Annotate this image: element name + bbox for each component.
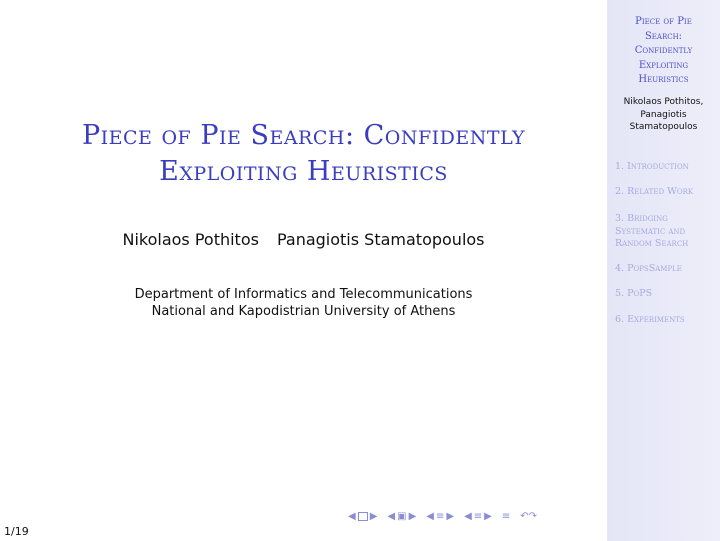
- sidebar-item-popssample[interactable]: [615, 263, 719, 276]
- section-left-icon[interactable]: ◀: [464, 510, 472, 522]
- sidebar-title-line: Piece of Pie: [635, 16, 692, 27]
- sidebar-item-label: 6. Experiments: [615, 314, 685, 325]
- presentation-title: [0, 118, 607, 190]
- institute: [0, 286, 607, 320]
- sidebar-title-line: Exploiting: [638, 59, 689, 71]
- subsection-icon[interactable]: ▣: [397, 510, 407, 522]
- sidebar-author-line: Stamatopoulos: [629, 122, 698, 132]
- sidebar-item-introduction[interactable]: [615, 161, 719, 174]
- title-line-1: Piece of Pie Search: Confidently: [81, 120, 526, 151]
- sidebar-title-line: Search:: [644, 30, 683, 42]
- search-icon[interactable]: ↶↷: [520, 510, 538, 522]
- sidebar-author-line: Nikolaos Pothitos,: [623, 97, 704, 107]
- sidebar-item-experiments[interactable]: [615, 314, 719, 327]
- author-1: Nikolaos Pothitos: [122, 230, 259, 249]
- frame-right-icon[interactable]: ▶: [369, 510, 378, 522]
- sidebar: [607, 0, 720, 541]
- sidebar-title-line: Heuristics: [638, 74, 689, 85]
- sidebar-author-line: Panagiotis: [640, 109, 687, 120]
- institute-line-1: Department of Informatics and Telecommunications: [134, 287, 473, 302]
- subsection-left-icon[interactable]: ◀: [387, 510, 396, 522]
- sidebar-title-line: Confidently: [634, 45, 693, 56]
- sidebar-item-bridging[interactable]: [615, 213, 719, 251]
- sidebar-item-label: Systematic and: [615, 225, 686, 237]
- sidebar-item-label: 1. Introduction: [615, 161, 689, 172]
- sidebar-item-label: 5. PoPS: [615, 288, 653, 299]
- beamer-navigation: [348, 509, 537, 523]
- sidebar-item-related-work[interactable]: [615, 186, 719, 199]
- sidebar-item-label: Random Search: [615, 238, 689, 249]
- section-icon[interactable]: ≡: [473, 510, 483, 522]
- align-icon[interactable]: ≡: [501, 510, 511, 522]
- authors: [0, 230, 607, 249]
- institute-line-2: National and Kapodistrian University of Athens: [151, 304, 456, 319]
- sidebar-item-label: 4. PopsSample: [615, 263, 682, 274]
- sidebar-item-pops[interactable]: [615, 288, 719, 301]
- frame-icon[interactable]: [358, 512, 368, 521]
- sidebar-title[interactable]: [607, 15, 720, 88]
- sidebar-item-label: 3. Bridging: [615, 213, 668, 224]
- sidebar-author: [607, 96, 720, 134]
- author-2: Panagiotis Stamatopoulos: [276, 230, 485, 249]
- section-left-icon[interactable]: ◀: [426, 510, 434, 522]
- page-number: 1/19: [4, 525, 29, 538]
- title-line-2: Exploiting Heuristics: [159, 156, 448, 187]
- section-right-icon[interactable]: ▶: [446, 510, 455, 522]
- section-right-icon[interactable]: ▶: [484, 510, 492, 522]
- sidebar-item-label: 2. Related Work: [615, 186, 694, 197]
- frame-left-icon[interactable]: ◀: [348, 510, 356, 522]
- subsection-right-icon[interactable]: ▶: [408, 510, 417, 522]
- section-icon[interactable]: ≡: [435, 510, 445, 522]
